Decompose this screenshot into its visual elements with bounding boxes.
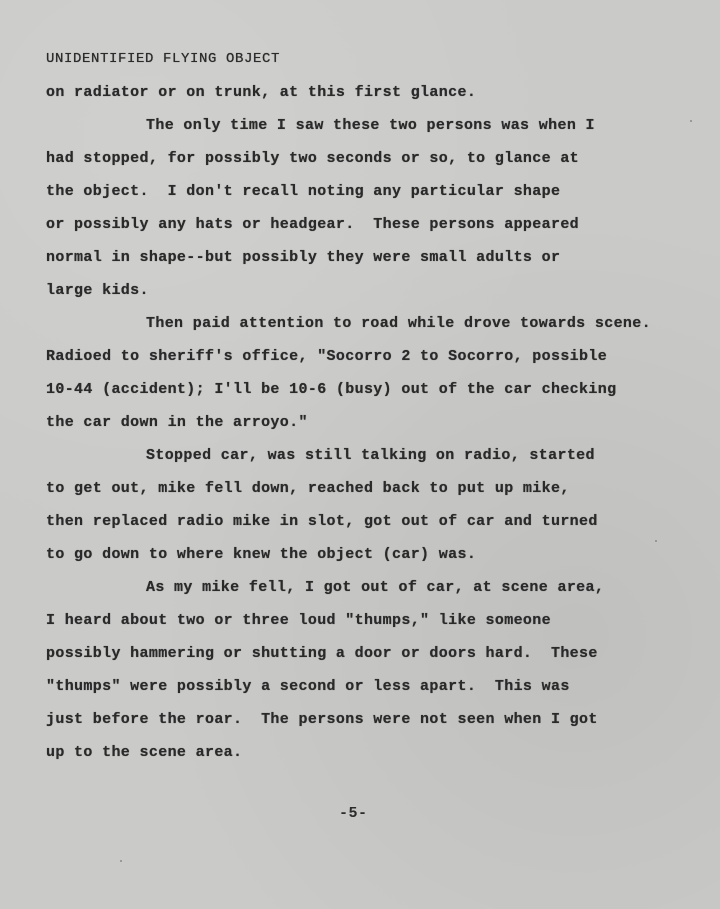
- text-line: then replaced radio mike in slot, got out of car and turned: [46, 513, 598, 530]
- text-line: possibly hammering or shutting a door or doors hard. These: [46, 645, 598, 662]
- document-heading: UNIDENTIFIED FLYING OBJECT: [46, 51, 281, 67]
- paper-speck: [120, 860, 122, 862]
- text-line: As my mike fell, I got out of car, at scene area,: [146, 579, 605, 596]
- text-line: up to the scene area.: [46, 744, 243, 761]
- text-line: the car down in the arroyo.": [46, 414, 308, 431]
- page-number: -5-: [339, 805, 368, 822]
- text-line: or possibly any hats or headgear. These persons appeared: [46, 216, 580, 233]
- text-line: Then paid attention to road while drove towards scene.: [146, 315, 651, 332]
- text-line: to get out, mike fell down, reached back to put up mike,: [46, 480, 570, 497]
- text-line: had stopped, for possibly two seconds or so, to glance at: [46, 150, 580, 167]
- text-line: normal in shape--but possibly they were small adults or: [46, 249, 561, 266]
- text-line: to go down to where knew the object (car) was.: [46, 546, 477, 563]
- text-line: Stopped car, was still talking on radio, started: [146, 447, 595, 464]
- text-line: Radioed to sheriff's office, "Socorro 2 to Socorro, possible: [46, 348, 608, 365]
- text-line: the object. I don't recall noting any particular shape: [46, 183, 561, 200]
- text-line: The only time I saw these two persons was when I: [146, 117, 595, 134]
- paper-speck: [655, 540, 657, 542]
- text-line: I heard about two or three loud "thumps," like someone: [46, 612, 551, 629]
- text-line: 10-44 (accident); I'll be 10-6 (busy) out of the car checking: [46, 381, 617, 398]
- text-line: on radiator or on trunk, at this first glance.: [46, 84, 477, 101]
- paper-speck: [690, 120, 692, 122]
- text-line: "thumps" were possibly a second or less apart. This was: [46, 678, 570, 695]
- text-line: large kids.: [46, 282, 149, 299]
- text-line: just before the roar. The persons were not seen when I got: [46, 711, 598, 728]
